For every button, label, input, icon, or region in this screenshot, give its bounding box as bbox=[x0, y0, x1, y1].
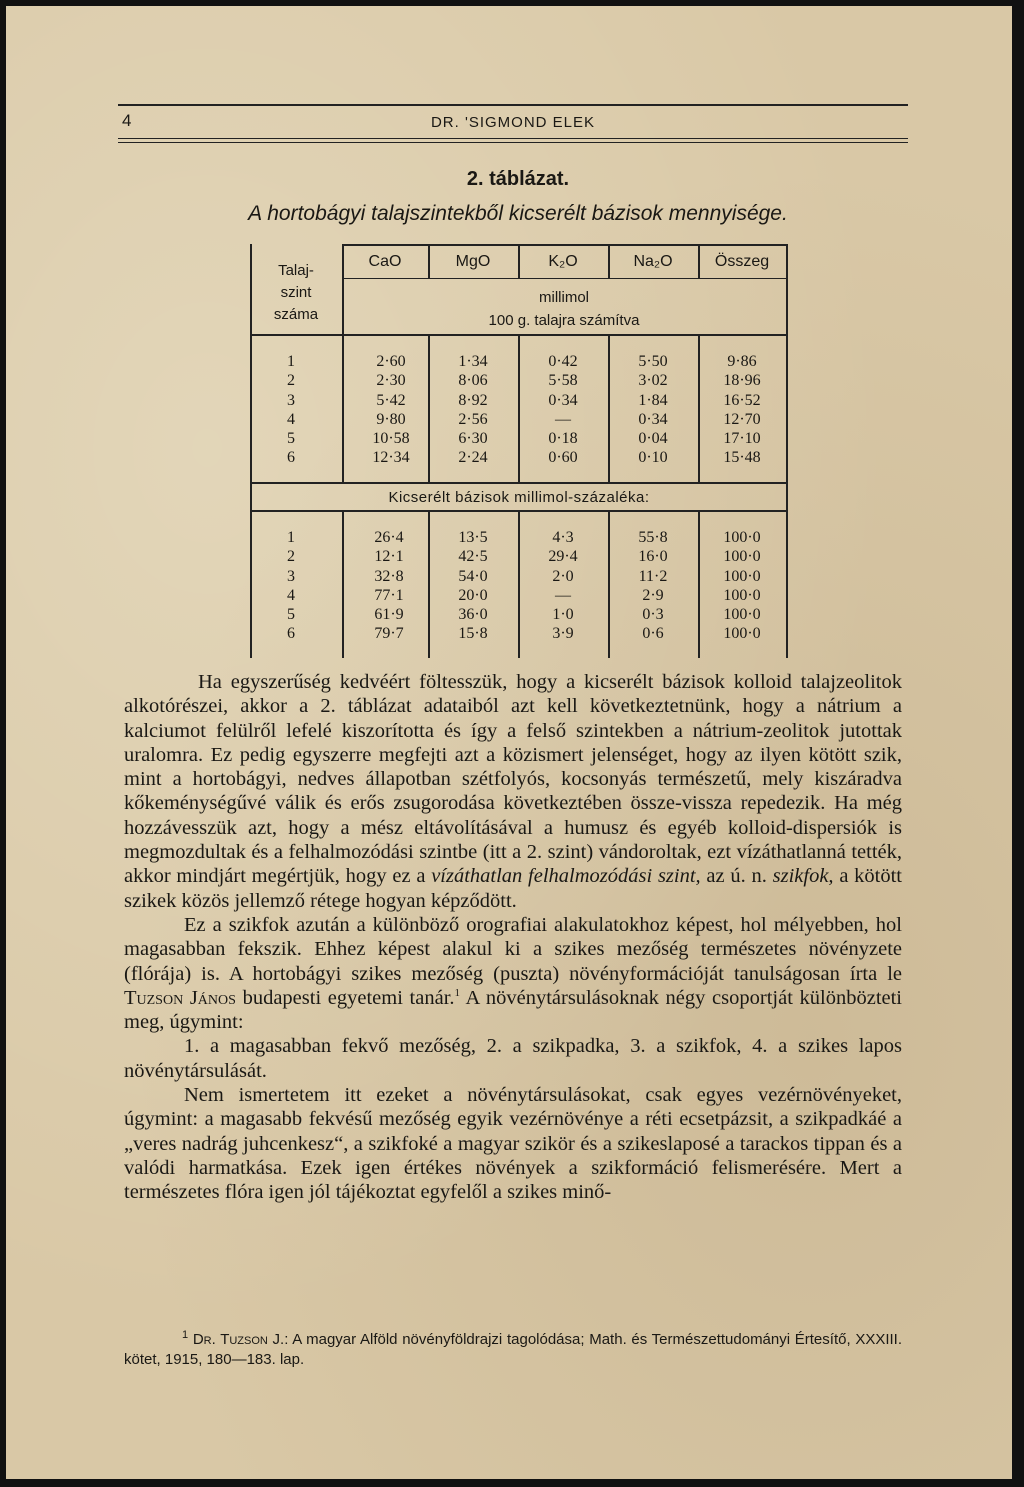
footnote bbox=[124, 1330, 902, 1370]
table-top-rule bbox=[342, 244, 786, 246]
cell: 2 bbox=[287, 548, 295, 566]
cell: 100·0 bbox=[723, 625, 761, 643]
cell: 15·8 bbox=[458, 625, 488, 643]
cell: 3 bbox=[287, 567, 295, 585]
levels-column bbox=[250, 352, 332, 468]
cell: 3 bbox=[287, 391, 295, 409]
col-header-osszeg: Összeg bbox=[714, 253, 770, 270]
running-title: DR. 'SIGMOND ELEK bbox=[430, 114, 596, 131]
cell: 2·60 bbox=[376, 353, 406, 370]
cell: 100·0 bbox=[723, 529, 761, 546]
cell: 5·50 bbox=[638, 353, 668, 370]
paragraph bbox=[124, 1034, 902, 1083]
cell: 9·80 bbox=[376, 410, 406, 428]
footnote-marker: 1 bbox=[182, 1329, 189, 1341]
mgo-column bbox=[430, 528, 516, 644]
page-number: 4 bbox=[122, 111, 132, 130]
cell: 5 bbox=[287, 430, 295, 448]
cell: — bbox=[555, 410, 571, 428]
cell: 12·34 bbox=[372, 449, 410, 467]
italic-term: vízáthatlan felhalmozódási szint, bbox=[431, 865, 701, 888]
cell: 0·04 bbox=[638, 430, 668, 448]
text-run: az ú. n. bbox=[700, 865, 773, 888]
cell: 32·8 bbox=[374, 567, 404, 585]
col-header-cao: CaO bbox=[368, 253, 402, 270]
cell: 0·42 bbox=[548, 353, 578, 370]
row-header-line: Talaj- bbox=[278, 262, 314, 279]
cell: 2·56 bbox=[458, 410, 488, 428]
cell: 61·9 bbox=[374, 606, 404, 624]
cell: 3·9 bbox=[552, 625, 574, 643]
k2o-column bbox=[518, 352, 608, 468]
book-page bbox=[6, 6, 1012, 1479]
cell: 2·24 bbox=[458, 449, 488, 467]
cell: 15·48 bbox=[723, 449, 761, 467]
cell: 2·9 bbox=[642, 586, 664, 604]
row-header-line: szint bbox=[280, 284, 312, 301]
data-table bbox=[250, 244, 788, 658]
column-rule bbox=[342, 244, 344, 482]
text-run: a kötött szikek közös jellemző rétege hogyan képződött. bbox=[124, 865, 903, 912]
na2o-column bbox=[608, 352, 698, 468]
cao-column bbox=[348, 528, 430, 644]
cell: 100·0 bbox=[723, 567, 761, 585]
cell: 5·58 bbox=[548, 372, 578, 390]
cell: 2·30 bbox=[376, 372, 406, 390]
body-text bbox=[124, 670, 902, 1205]
footnote-author: Dr. Tuzson J. bbox=[192, 1331, 285, 1348]
running-head bbox=[118, 104, 908, 146]
cell: 0·34 bbox=[638, 410, 668, 428]
cell: 0·3 bbox=[642, 606, 664, 624]
cell: 2 bbox=[287, 372, 295, 390]
cell: 100·0 bbox=[723, 606, 761, 624]
unit-label: millimol bbox=[539, 289, 589, 306]
cell: 0·6 bbox=[642, 625, 664, 643]
text-run: budapesti egyetemi tanár. bbox=[235, 986, 455, 1009]
cell: 17·10 bbox=[723, 430, 761, 448]
cell: 6·30 bbox=[458, 430, 488, 448]
paragraph bbox=[124, 670, 902, 913]
cell: 11·2 bbox=[638, 567, 668, 585]
cell: 4·3 bbox=[552, 529, 574, 546]
cell: 8·92 bbox=[458, 391, 488, 409]
cell: 18·96 bbox=[723, 372, 761, 390]
cell: 9·86 bbox=[727, 353, 757, 370]
col-header-k2o: K₂O bbox=[548, 253, 578, 270]
cell: 0·60 bbox=[548, 449, 578, 467]
column-rule bbox=[342, 510, 344, 658]
text-run: 1. a magasabban fekvő mezőség, 2. a szikpadka, 3. a szikfok, 4. a szikes lapos növénytársulását. bbox=[124, 1035, 902, 1082]
cell: 54·0 bbox=[458, 567, 488, 585]
table-caption: A hortobágyi talajszintekből kicserélt bázisok mennyisége. bbox=[248, 202, 788, 225]
k2o-column bbox=[518, 528, 608, 644]
cell: 1 bbox=[287, 529, 295, 546]
cell: — bbox=[555, 586, 571, 604]
italic-term: szikfok, bbox=[772, 865, 834, 888]
cell: 4 bbox=[287, 410, 295, 428]
cell: 1·84 bbox=[638, 391, 668, 409]
cell: 55·8 bbox=[638, 529, 668, 546]
cell: 5·42 bbox=[376, 391, 406, 409]
text-run: Ez a szikfok azután a különböző orografiai alakulatokhoz képest, hol mélyebben, hol magasabban fekszik. Ehhez képest alakul ki a szikes mezőség természetes növényzete (flórája) is. A hortobágyi szikes mezőség (puszta) növényformációját tanulságosan írta le bbox=[124, 913, 902, 985]
cell: 6 bbox=[287, 625, 295, 643]
row-header bbox=[250, 260, 342, 326]
osszeg-column bbox=[698, 528, 786, 644]
paragraph bbox=[124, 913, 902, 1034]
paragraph bbox=[124, 1083, 902, 1204]
col-header-mgo: MgO bbox=[455, 253, 491, 270]
cell: 1·0 bbox=[552, 606, 574, 624]
cell: 0·10 bbox=[638, 449, 668, 467]
osszeg-column bbox=[698, 352, 786, 468]
cell: 20·0 bbox=[458, 586, 488, 604]
text-run: A növénytársulásoknak négy csoportját különbözteti meg, úgymint: bbox=[124, 986, 903, 1034]
cell: 12·70 bbox=[723, 410, 761, 428]
text-run: Ha egyszerűség kedvéért föltesszük, hogy a kicserélt bázisok kolloid talajzeolitok alkotórészei, akkor a 2. táblázat adataiból azt kell következtetnünk, hogy a nátrium a kalciumot felülről lefelé kiszorította és így a felső szintekben a nátrium-zeolitok jutottak uralomra. Ez pedig egyszerre megfejti azt a közismert jelenséget, hogy az ilyen kötött szik, mint a hortobágyi, nedves állapotban szétfolyós, kocsonyás természetű, mely kiszáradva kőkeménységűvé válik és erős zsugorodása következtében össze-vissza repedezik. Ha még hozzávesszük azt, hogy a mész eltávolításával a humusz és egyéb kolloid-dispersiók is megmozdultak és a felhalmozódási szintbe (itt a 2. szint) vándoroltak, ezt vízáthatlanná tették, akkor mindjárt megértjük, hogy ez a bbox=[124, 671, 902, 888]
table-right-border bbox=[786, 244, 788, 658]
cell: 26·4 bbox=[374, 529, 404, 546]
section-rule-top bbox=[250, 482, 788, 484]
header-double-rule bbox=[118, 138, 908, 143]
mgo-column bbox=[430, 352, 516, 468]
row-header-line: száma bbox=[273, 306, 319, 323]
cell: 4 bbox=[287, 586, 295, 604]
table-number: 2. táblázat. bbox=[466, 168, 570, 190]
col-header-na2o: Na₂O bbox=[633, 253, 673, 270]
cell: 0·34 bbox=[548, 391, 578, 409]
cell: 0·18 bbox=[548, 430, 578, 448]
footnote-citation: : A magyar Alföld növényföldrajzi tagolódása; Math. és Természettudományi Értesítő, XXXIII. kötet, 1915, 180—183. lap. bbox=[124, 1331, 902, 1368]
header-col-rule bbox=[342, 278, 786, 279]
footnote-marker: 1 bbox=[454, 987, 461, 1000]
cell: 3·02 bbox=[638, 372, 668, 390]
cell: 79·7 bbox=[374, 625, 404, 643]
cell: 16·0 bbox=[638, 548, 668, 566]
cell: 6 bbox=[287, 449, 295, 467]
levels-column bbox=[250, 528, 332, 644]
cell: 1·34 bbox=[458, 353, 488, 370]
cell: 12·1 bbox=[374, 548, 404, 566]
cell: 1 bbox=[287, 353, 295, 370]
unit-label: 100 g. talajra számítva bbox=[488, 312, 640, 329]
cell: 2·0 bbox=[552, 567, 574, 585]
cell: 8·06 bbox=[458, 372, 488, 390]
na2o-column bbox=[608, 528, 698, 644]
section-label: Kicserélt bázisok millimol-százaléka: bbox=[388, 489, 650, 506]
cell: 100·0 bbox=[723, 586, 761, 604]
text-run: Nem ismertetem itt ezeket a növénytársulásokat, csak egyes vezérnövényeket, úgymint: a magasabb fekvésű mezőség egyik vezérnövénye a réti ecsetpázsit, a szikpadkáé a „veres nadrág juhcenkesz“, a szikfoké a magyar szikör és a szikeslaposé a tarackos tippan és a valódi harmatkása. Ezek igen értékes növények a szikformáció felismerésére. Mert a természetes flóra igen jól tájékoztat egyfelől a szikes minő- bbox=[124, 1084, 902, 1204]
cell: 77·1 bbox=[374, 586, 404, 604]
cell: 5 bbox=[287, 606, 295, 624]
cell: 100·0 bbox=[723, 548, 761, 566]
cell: 16·52 bbox=[723, 391, 761, 409]
cell: 10·58 bbox=[372, 430, 410, 448]
cao-column bbox=[350, 352, 432, 468]
footnote-text bbox=[124, 1330, 902, 1370]
author-name: Tuzson János bbox=[124, 986, 236, 1009]
cell: 42·5 bbox=[458, 548, 488, 566]
cell: 13·5 bbox=[458, 529, 488, 546]
cell: 36·0 bbox=[458, 606, 488, 624]
cell: 29·4 bbox=[548, 548, 578, 566]
